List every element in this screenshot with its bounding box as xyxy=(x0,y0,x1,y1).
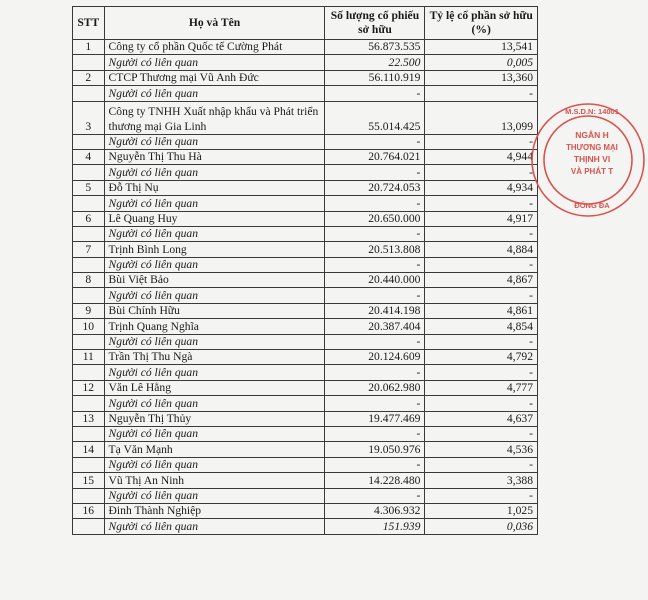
seal-bottom-text: ĐỐNG ĐA xyxy=(574,201,610,210)
row-name: Lê Quang Huy xyxy=(104,211,325,226)
related-party-row xyxy=(73,288,538,303)
row-stt xyxy=(73,334,105,349)
row-quantity: 151.939 xyxy=(325,519,425,534)
row-name: Bùi Chính Hữu xyxy=(104,303,325,318)
row-name: Trần Thị Thu Ngà xyxy=(104,350,325,365)
row-stt xyxy=(73,488,105,503)
row-percentage: - xyxy=(425,288,538,303)
row-quantity: 20.414.198 xyxy=(325,303,425,318)
row-name: Đinh Thành Nghiệp xyxy=(104,503,325,518)
row-stt xyxy=(73,55,105,70)
row-stt xyxy=(73,288,105,303)
row-quantity: 56.110.919 xyxy=(325,70,425,85)
row-quantity: - xyxy=(325,426,425,441)
row-name: Người có liên quan xyxy=(104,396,325,411)
row-name: CTCP Thương mại Vũ Anh Đức xyxy=(104,70,325,85)
row-percentage: 0,036 xyxy=(425,519,538,534)
row-name: Người có liên quan xyxy=(104,334,325,349)
row-name: Người có liên quan xyxy=(104,196,325,211)
row-name: Tạ Văn Mạnh xyxy=(104,442,325,457)
row-quantity: - xyxy=(325,134,425,149)
row-percentage: 4,536 xyxy=(425,442,538,457)
seal-line-1: NGÂN H xyxy=(575,130,609,140)
table-header-row xyxy=(73,7,538,40)
row-name: Người có liên quan xyxy=(104,257,325,272)
row-name: Trịnh Quang Nghĩa xyxy=(104,319,325,334)
row-stt: 8 xyxy=(73,273,105,288)
row-stt: 6 xyxy=(73,211,105,226)
row-percentage: 4,917 xyxy=(425,211,538,226)
related-party-row xyxy=(73,488,538,503)
related-party-row xyxy=(73,519,538,534)
seal-line-3: THỊNH VI xyxy=(573,154,611,164)
row-name: Văn Lê Hằng xyxy=(104,380,325,395)
shareholder-row xyxy=(73,149,538,164)
row-stt xyxy=(73,365,105,380)
row-quantity: - xyxy=(325,488,425,503)
header-stt: STT xyxy=(73,7,105,40)
seal-line-4: VÀ PHÁT T xyxy=(570,167,614,176)
row-quantity: 19.477.469 xyxy=(325,411,425,426)
row-name: Người có liên quan xyxy=(104,55,325,70)
shareholder-row xyxy=(73,473,538,488)
row-percentage: - xyxy=(425,257,538,272)
related-party-row xyxy=(73,365,538,380)
row-quantity: 14.228.480 xyxy=(325,473,425,488)
row-quantity: - xyxy=(325,165,425,180)
row-quantity: 20.062.980 xyxy=(325,380,425,395)
row-name: Người có liên quan xyxy=(104,86,325,101)
row-stt: 15 xyxy=(73,473,105,488)
row-quantity: 56.873.535 xyxy=(325,40,425,55)
row-stt: 11 xyxy=(73,350,105,365)
related-party-row xyxy=(73,165,538,180)
row-name: Người có liên quan xyxy=(104,519,325,534)
related-party-row xyxy=(73,196,538,211)
row-percentage: - xyxy=(425,226,538,241)
row-stt xyxy=(73,396,105,411)
row-quantity: 22.500 xyxy=(325,55,425,70)
row-percentage: - xyxy=(425,365,538,380)
row-quantity: - xyxy=(325,288,425,303)
header-percentage: Tỷ lệ cổ phần sở hữu (%) xyxy=(425,7,538,40)
row-stt: 7 xyxy=(73,242,105,257)
related-party-row xyxy=(73,334,538,349)
row-stt xyxy=(73,457,105,472)
header-name: Họ và Tên xyxy=(104,7,325,40)
related-party-row xyxy=(73,457,538,472)
row-percentage: - xyxy=(425,134,538,149)
row-percentage: 1,025 xyxy=(425,503,538,518)
row-percentage: 13,360 xyxy=(425,70,538,85)
row-stt: 5 xyxy=(73,180,105,195)
row-stt: 12 xyxy=(73,380,105,395)
row-percentage: - xyxy=(425,334,538,349)
shareholder-row xyxy=(73,503,538,518)
related-party-row xyxy=(73,257,538,272)
related-party-row xyxy=(73,226,538,241)
row-name: Người có liên quan xyxy=(104,165,325,180)
row-quantity: - xyxy=(325,457,425,472)
row-quantity: - xyxy=(325,365,425,380)
row-percentage: 13,099 xyxy=(425,101,538,134)
row-name: Nguyễn Thị Thủy xyxy=(104,411,325,426)
related-party-row xyxy=(73,396,538,411)
related-party-row xyxy=(73,134,538,149)
row-name: Bùi Việt Bảo xyxy=(104,273,325,288)
shareholder-row xyxy=(73,40,538,55)
row-stt xyxy=(73,226,105,241)
row-percentage: - xyxy=(425,457,538,472)
company-seal xyxy=(528,100,648,220)
row-quantity: - xyxy=(325,396,425,411)
shareholder-row xyxy=(73,319,538,334)
row-quantity: - xyxy=(325,226,425,241)
shareholder-table xyxy=(72,6,538,535)
row-name: Người có liên quan xyxy=(104,426,325,441)
shareholder-row xyxy=(73,70,538,85)
shareholder-row xyxy=(73,101,538,134)
row-quantity: 20.724.053 xyxy=(325,180,425,195)
row-quantity: 55.014.425 xyxy=(325,101,425,134)
row-name: Người có liên quan xyxy=(104,488,325,503)
row-stt: 2 xyxy=(73,70,105,85)
row-stt xyxy=(73,426,105,441)
shareholder-row xyxy=(73,242,538,257)
row-name: Người có liên quan xyxy=(104,457,325,472)
shareholder-row xyxy=(73,211,538,226)
row-stt: 16 xyxy=(73,503,105,518)
row-stt: 4 xyxy=(73,149,105,164)
row-quantity: - xyxy=(325,257,425,272)
row-percentage: 4,792 xyxy=(425,350,538,365)
row-percentage: 4,777 xyxy=(425,380,538,395)
row-name: Người có liên quan xyxy=(104,365,325,380)
row-percentage: - xyxy=(425,396,538,411)
row-quantity: 20.513.808 xyxy=(325,242,425,257)
row-percentage: - xyxy=(425,165,538,180)
row-stt: 10 xyxy=(73,319,105,334)
row-stt xyxy=(73,86,105,101)
row-quantity: 19.050.976 xyxy=(325,442,425,457)
row-stt: 1 xyxy=(73,40,105,55)
row-stt xyxy=(73,257,105,272)
row-percentage: 4,867 xyxy=(425,273,538,288)
row-stt xyxy=(73,519,105,534)
row-name: Công ty cổ phần Quốc tế Cường Phát xyxy=(104,40,325,55)
row-stt: 3 xyxy=(73,101,105,134)
row-percentage: 4,854 xyxy=(425,319,538,334)
row-name: Nguyễn Thị Thu Hà xyxy=(104,149,325,164)
seal-ring-text: M.S.D.N: 14001 xyxy=(565,107,619,116)
row-quantity: - xyxy=(325,86,425,101)
row-percentage: - xyxy=(425,86,538,101)
row-name: Công ty TNHH Xuất nhập khẩu và Phát triển thương mại Gia Linh xyxy=(104,101,325,134)
related-party-row xyxy=(73,86,538,101)
row-stt xyxy=(73,165,105,180)
row-stt xyxy=(73,134,105,149)
row-percentage: - xyxy=(425,196,538,211)
shareholder-row xyxy=(73,442,538,457)
shareholder-row xyxy=(73,303,538,318)
row-quantity: 4.306.932 xyxy=(325,503,425,518)
shareholder-row xyxy=(73,411,538,426)
row-stt: 9 xyxy=(73,303,105,318)
row-percentage: 13,541 xyxy=(425,40,538,55)
row-quantity: 20.387.404 xyxy=(325,319,425,334)
row-percentage: 0,005 xyxy=(425,55,538,70)
row-percentage: 4,944 xyxy=(425,149,538,164)
shareholder-row xyxy=(73,350,538,365)
row-name: Người có liên quan xyxy=(104,226,325,241)
shareholder-row xyxy=(73,380,538,395)
row-percentage: 3,388 xyxy=(425,473,538,488)
row-quantity: 20.650.000 xyxy=(325,211,425,226)
row-percentage: 4,861 xyxy=(425,303,538,318)
row-name: Đỗ Thị Nụ xyxy=(104,180,325,195)
row-stt xyxy=(73,196,105,211)
row-percentage: 4,884 xyxy=(425,242,538,257)
row-name: Trịnh Bình Long xyxy=(104,242,325,257)
table-body xyxy=(73,40,538,535)
row-percentage: 4,934 xyxy=(425,180,538,195)
row-quantity: 20.764.021 xyxy=(325,149,425,164)
row-quantity: 20.124.609 xyxy=(325,350,425,365)
related-party-row xyxy=(73,55,538,70)
row-quantity: 20.440.000 xyxy=(325,273,425,288)
shareholder-row xyxy=(73,273,538,288)
seal-line-2: THƯƠNG MẠI xyxy=(566,143,618,152)
row-quantity: - xyxy=(325,196,425,211)
row-stt: 14 xyxy=(73,442,105,457)
header-quantity: Số lượng cổ phiếu sở hữu xyxy=(325,7,425,40)
shareholder-row xyxy=(73,180,538,195)
row-name: Vũ Thị An Ninh xyxy=(104,473,325,488)
row-percentage: 4,637 xyxy=(425,411,538,426)
row-name: Người có liên quan xyxy=(104,288,325,303)
row-stt: 13 xyxy=(73,411,105,426)
row-percentage: - xyxy=(425,488,538,503)
related-party-row xyxy=(73,426,538,441)
row-name: Người có liên quan xyxy=(104,134,325,149)
row-quantity: - xyxy=(325,334,425,349)
row-percentage: - xyxy=(425,426,538,441)
